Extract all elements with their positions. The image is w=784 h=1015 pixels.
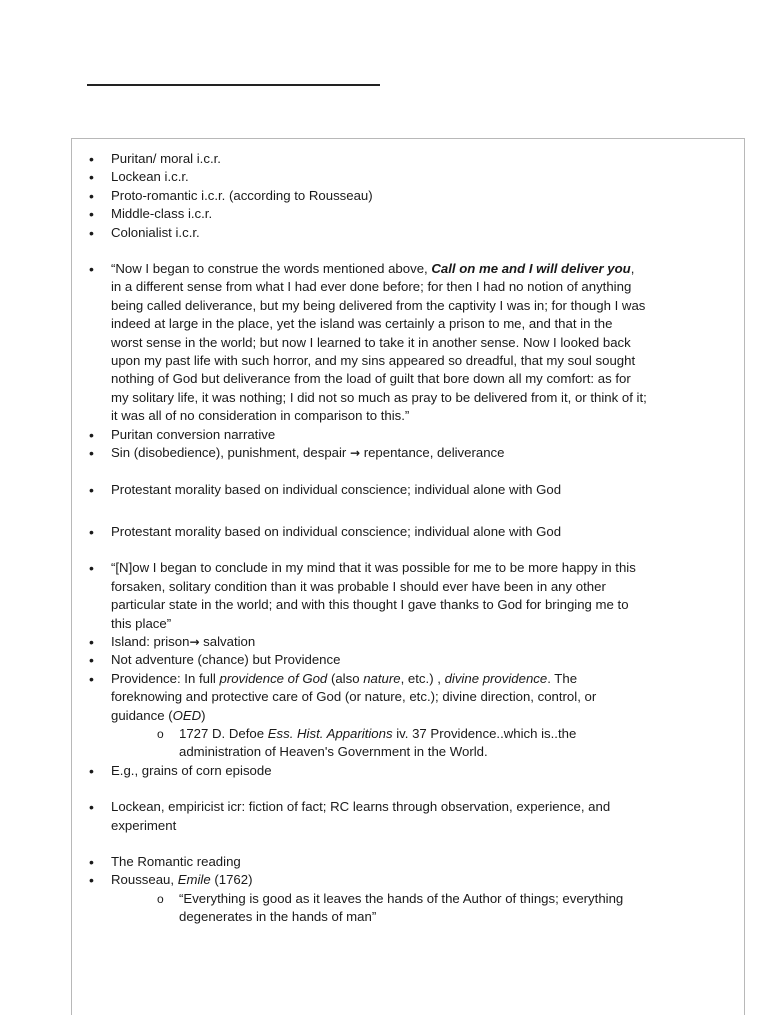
list-item: • Middle-class i.c.r. <box>87 205 647 223</box>
quote-deliverance: • “Now I began to construe the words mentioned above, Call on me and I will deliver you, in a different sense from what I had ever done before; for then I had no notion of anything being called deliverance, but my being delivered from the captivity I was in; for though I was indeed at large in the place, yet the island was certainly a prison to me, and that in the worst sense in the world; but now I learned to take it in another sense. Now I looked back upon my past life with such horror, and my sins appeared so dreadful, that my soul sought nothing of God but deliverance from the load of guilt that bore down all my comfort: as for my solitary life, it was nothing; I did not so much as pray to be delivered from it, or think of it; it was all of no consideration in comparison to this.” <box>87 260 647 426</box>
list-item: • Sin (disobedience), punishment, despair → repentance, deliverance <box>87 444 647 462</box>
emphasized-quote: Call on me and I will deliver you <box>431 261 631 277</box>
sub-list <box>111 890 647 927</box>
document-body <box>87 150 647 927</box>
right-arrow-icon: → <box>189 634 200 649</box>
bullet-list <box>87 150 647 927</box>
list-item: • Puritan/ moral i.c.r. <box>87 150 647 168</box>
list-item: • Lockean, empiricist icr: fiction of fact; RC learns through observation, experience, and experiment <box>87 798 647 835</box>
sub-list-item: o 1727 D. Defoe Ess. Hist. Apparitions iv. 37 Providence..which is..the administration of Heaven's Government in the World. <box>111 725 647 762</box>
list-item: • Proto-romantic i.c.r. (according to Rousseau) <box>87 187 647 205</box>
sub-list <box>111 725 647 762</box>
list-item: • Lockean i.c.r. <box>87 168 647 186</box>
right-arrow-icon: → <box>349 446 361 461</box>
list-item: • Rousseau, Emile (1762) o “Everything is good as it leaves the hands of the Author of things; everything degenerates in the hands of man” <box>87 871 647 926</box>
list-item: • E.g., grains of corn episode <box>87 762 647 780</box>
list-item: • Island: prison→ salvation <box>87 633 647 651</box>
quote-happy: • “[N]ow I began to conclude in my mind that it was possible for me to be more happy in this forsaken, solitary condition than it was probable I should ever have been in any other particular state in the world; and with this thought I gave thanks to God for bringing me to this place” <box>87 559 647 633</box>
list-item: • Protestant morality based on individual conscience; individual alone with God <box>87 481 647 499</box>
sub-list-item: o “Everything is good as it leaves the hands of the Author of things; everything degenerates in the hands of man” <box>111 890 647 927</box>
list-item: • Colonialist i.c.r. <box>87 224 647 242</box>
list-item: • Not adventure (chance) but Providence <box>87 651 647 669</box>
top-horizontal-rule <box>87 84 380 86</box>
list-item: • The Romantic reading <box>87 853 647 871</box>
list-item: • Protestant morality based on individual conscience; individual alone with God <box>87 523 647 541</box>
list-item: • Puritan conversion narrative <box>87 426 647 444</box>
providence-definition: • Providence: In full providence of God (also nature, etc.) , divine providence. The foreknowing and protective care of God (or nature, etc.); divine direction, control, or guidance (OED) o 1727 D. Defoe Ess. Hist. Apparitions iv. 37 Providence..which is..the administration of Heaven's Government in the World. <box>87 670 647 762</box>
